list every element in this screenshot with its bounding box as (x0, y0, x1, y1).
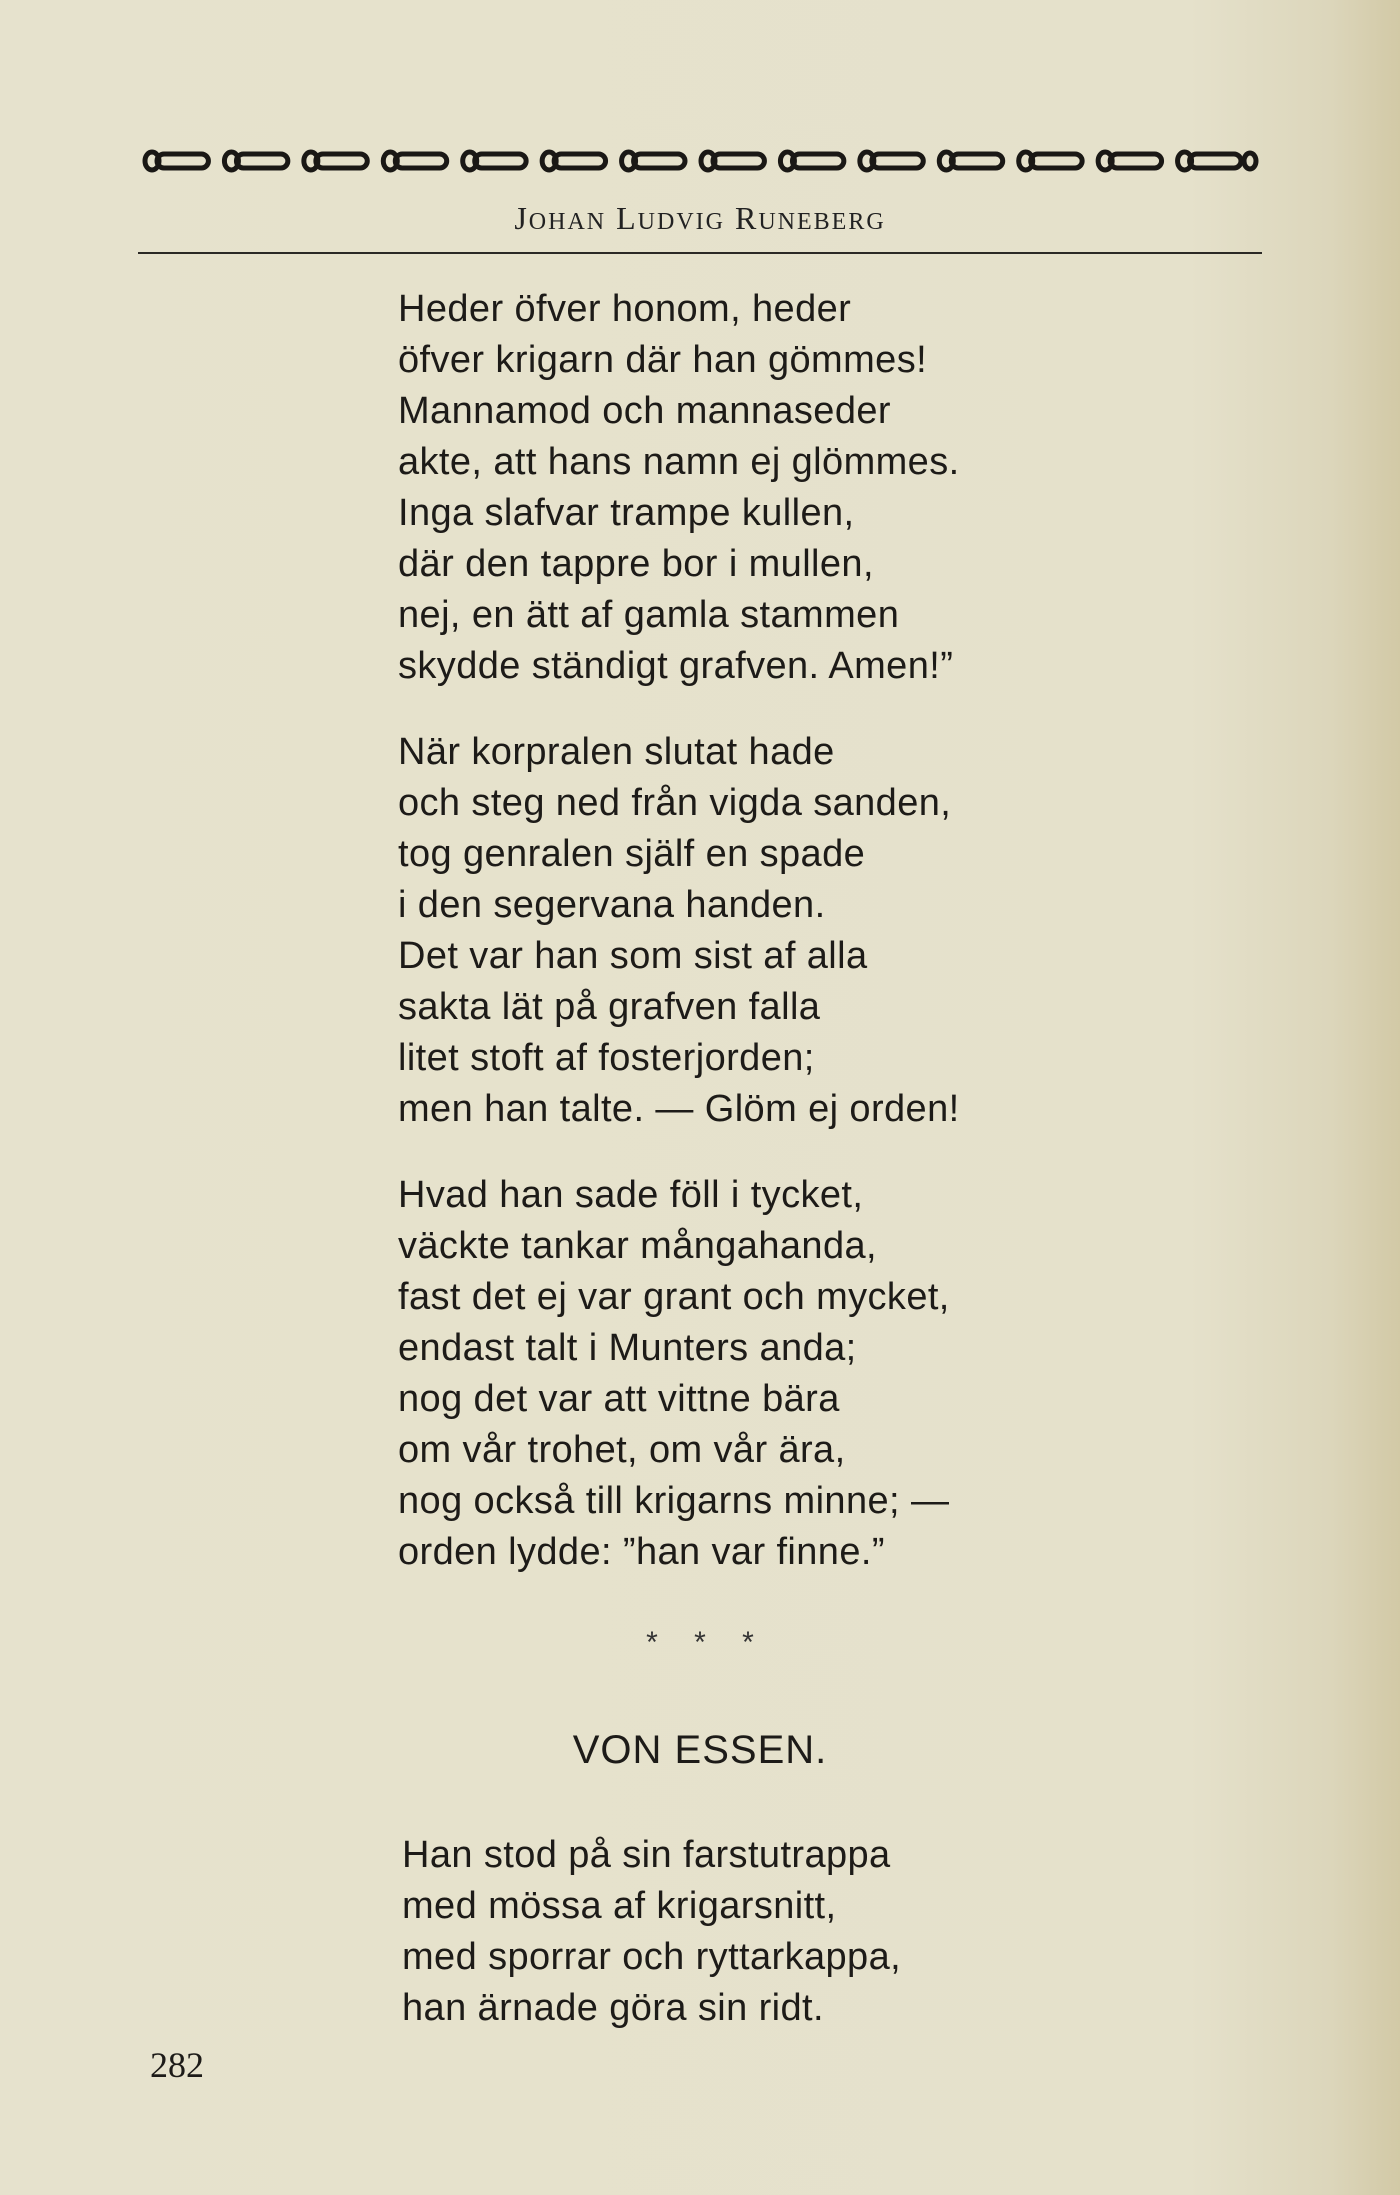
verse-line: nej, en ätt af gamla stammen (398, 594, 900, 636)
chain-ornament (138, 146, 1260, 176)
stanza-3 (398, 1170, 950, 1578)
verse-line: När korpralen slutat hade (398, 731, 835, 773)
verse-line: nog det var att vittne bära (398, 1378, 840, 1420)
stanza-1 (398, 284, 960, 692)
verse-line: sakta lät på grafven falla (398, 986, 821, 1028)
section-separator: * * * (646, 1626, 754, 1659)
verse-line: med sporrar och ryttarkappa, (402, 1936, 902, 1978)
verse-line: nog också till krigarns minne; — (398, 1480, 950, 1522)
poem-title: VON ESSEN. (572, 1728, 828, 1772)
verse-line: Inga slafvar trampe kullen, (398, 492, 855, 534)
verse-line: om vår trohet, om vår ära, (398, 1429, 846, 1471)
verse-line: Heder öfver honom, heder (398, 288, 852, 330)
verse-line: Hvad han sade föll i tycket, (398, 1174, 864, 1216)
running-head-first: JOHAN (514, 200, 607, 236)
verse-line: Det var han som sist af alla (398, 935, 868, 977)
verse-line: med mössa af krigarsnitt, (402, 1885, 837, 1927)
stanza-2 (398, 727, 960, 1135)
verse-line: han ärnade göra sin ridt. (402, 1987, 824, 2029)
running-head-last: RUNEBERG (734, 200, 886, 236)
running-head (0, 200, 1400, 237)
verse-line: skydde ständigt grafven. Amen!” (398, 645, 954, 687)
verse-line: och steg ned från vigda sanden, (398, 782, 952, 824)
verse-line: öfver krigarn där han gömmes! (398, 339, 928, 381)
verse-line: Mannamod och mannaseder (398, 390, 891, 432)
verse-line: endast talt i Munters anda; (398, 1327, 857, 1369)
running-head-middle: LUDVIG (616, 200, 725, 236)
verse-line: litet stoft af fosterjorden; (398, 1037, 815, 1079)
verse-line: där den tappre bor i mullen, (398, 543, 874, 585)
verse-line: men han talte. — Glöm ej orden! (398, 1088, 960, 1130)
page-number: 282 (150, 2045, 204, 2085)
verse-line: fast det ej var grant och mycket, (398, 1276, 950, 1318)
verse-line: orden lydde: ”han var finne.” (398, 1531, 885, 1573)
verse-line: Han stod på sin farstutrappa (402, 1834, 891, 1876)
verse-line: tog genralen själf en spade (398, 833, 866, 875)
verse-line: väckte tankar mångahanda, (398, 1225, 877, 1267)
verse-line: i den segervana handen. (398, 884, 826, 926)
verse-line: akte, att hans namn ej glömmes. (398, 441, 960, 483)
header-rule (138, 252, 1262, 254)
stanza-next-poem (402, 1830, 901, 2034)
